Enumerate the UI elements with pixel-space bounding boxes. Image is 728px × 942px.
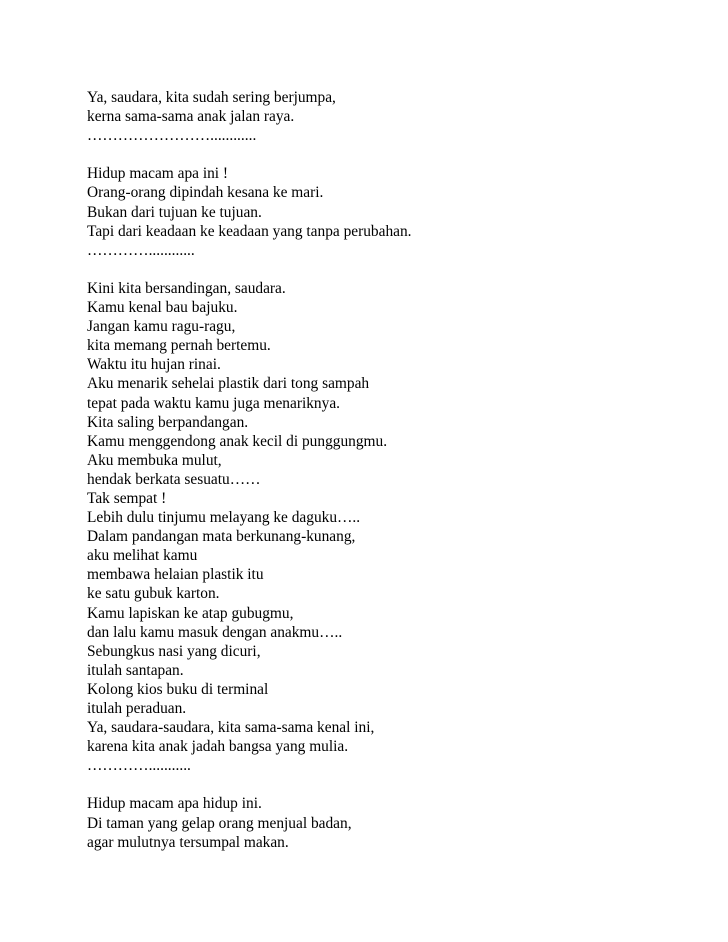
poem-text [87,88,687,852]
poem-line: Dalam pandangan mata berkunang-kunang, [87,528,356,546]
poem-line: kerna sama-sama anak jalan raya. [87,108,295,126]
poem-line: aku melihat kamu [87,547,198,565]
poem-line: Tak sempat ! [87,489,167,507]
poem-line: membawa helaian plastik itu [87,566,264,584]
poem-line: Sebungkus nasi yang dicuri, [87,642,261,660]
poem-line: Kini kita bersandingan, saudara. [87,279,286,297]
poem-line: …………........... [87,757,191,775]
poem-line: ……………………............ [87,127,257,145]
poem-line: Hidup macam apa hidup ini. [87,795,262,813]
poem-stanza [87,794,687,851]
poem-line: Ya, saudara, kita sudah sering berjumpa, [87,89,336,106]
poem-line: Hidup macam apa ini ! [87,165,229,183]
poem-line: Waktu itu hujan rinai. [87,356,221,374]
poem-line: itulah peraduan. [87,700,187,717]
poem-line: Tapi dari keadaan ke keadaan yang tanpa perubahan. [87,222,412,240]
poem-stanza [87,88,687,145]
poem-stanza [87,279,687,775]
poem-line: Kita saling berpandangan. [87,413,249,431]
poem-line: ke satu gubuk karton. [87,585,220,603]
poem-line: Kamu kenal bau bajuku. [87,299,238,317]
poem-line: Lebih dulu tinjumu melayang ke daguku….. [87,509,361,527]
poem-line: Kamu lapiskan ke atap gubugmu, [87,604,294,622]
poem-line: dan lalu kamu masuk dengan anakmu….. [87,623,343,641]
poem-line: Kamu menggendong anak kecil di punggungmu. [87,432,388,450]
poem-line: Orang-orang dipindah kesana ke mari. [87,184,324,202]
poem-line: Jangan kamu ragu-ragu, [87,318,236,336]
poem-line: Aku menarik sehelai plastik dari tong sampah [87,375,370,393]
poem-line: itulah santapan. [87,661,184,679]
poem-line: Ya, saudara-saudara, kita sama-sama kenal ini, [87,719,375,737]
poem-line: Bukan dari tujuan ke tujuan. [87,203,262,221]
poem-stanza [87,164,687,259]
poem-line: kita memang pernah bertemu. [87,337,271,355]
poem-line: karena kita anak jadah bangsa yang mulia. [87,738,349,756]
poem-line: Di taman yang gelap orang menjual badan, [87,814,352,832]
poem-line: tepat pada waktu kamu juga menariknya. [87,394,340,412]
poem-line: Aku membuka mulut, [87,451,222,469]
poem-line: agar mulutnya tersumpal makan. [87,833,289,851]
poem-line: hendak berkata sesuatu…… [87,470,261,488]
poem-line: Kolong kios buku di terminal [87,680,269,698]
poem-line: …………............ [87,241,195,259]
